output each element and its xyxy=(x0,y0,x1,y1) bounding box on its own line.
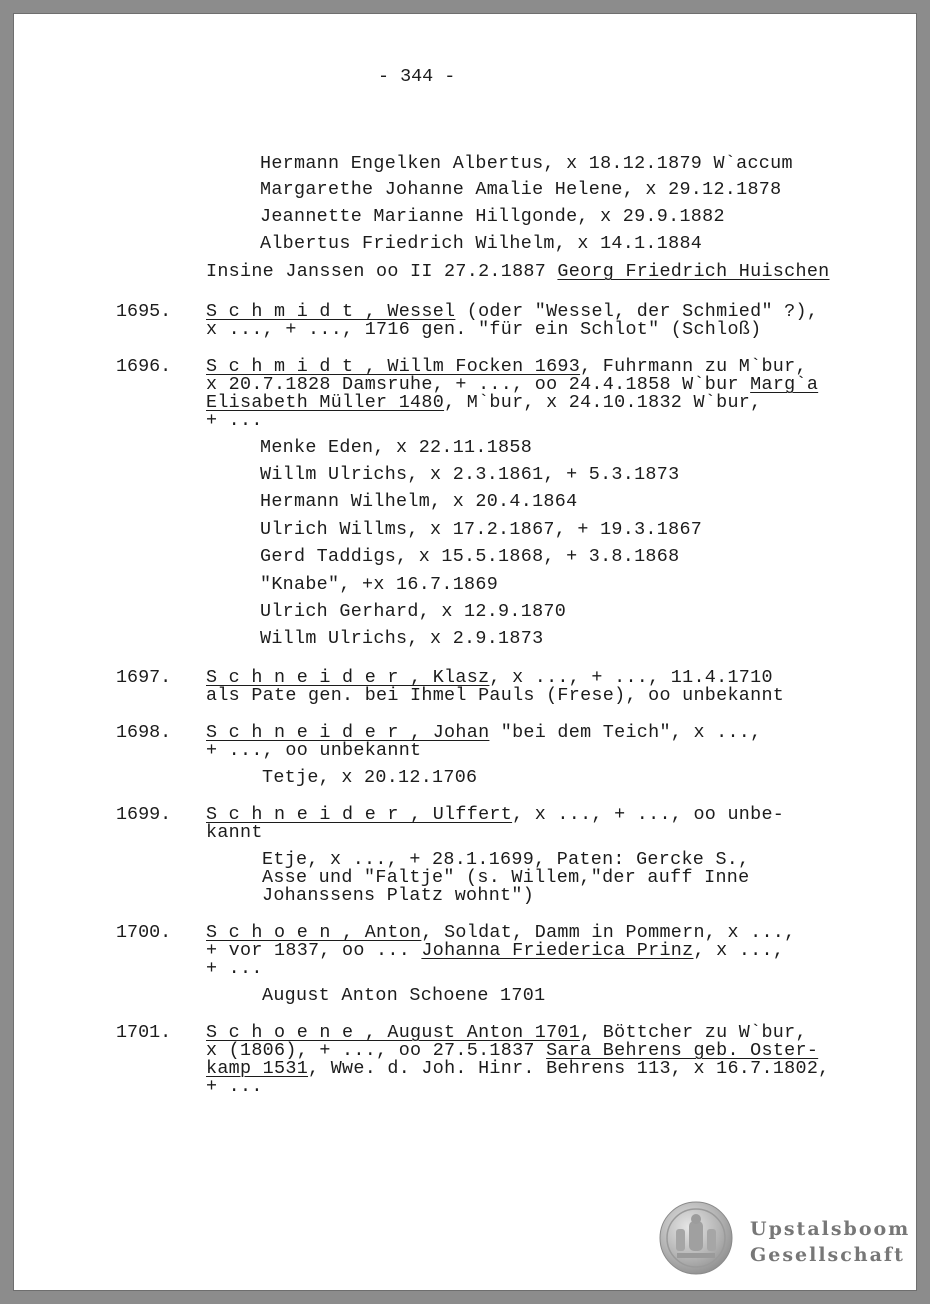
child-line: Menke Eden, x 22.11.1858 xyxy=(260,437,533,458)
seal-logo-icon xyxy=(659,1201,733,1275)
entry-number: 1698. xyxy=(116,722,172,743)
entry-line: x ..., + ..., 1716 gen. "für ein Schlot" (Schloß) xyxy=(206,319,762,340)
child-line: Jeannette Marianne Hillgonde, x 29.9.1882 xyxy=(260,206,725,227)
brand-name-line1: Upstalsboom xyxy=(750,1218,911,1240)
child-line: Asse und "Faltje" (s. Willem,"der auff Inne xyxy=(262,867,750,888)
entry-line: kamp 1531, Wwe. d. Joh. Hinr. Behrens 113, x 16.7.1802, xyxy=(206,1058,830,1079)
child-line: Ulrich Gerhard, x 12.9.1870 xyxy=(260,601,567,622)
entry-number: 1695. xyxy=(116,301,172,322)
entry-line: S c h o e n , Anton, Soldat, Damm in Pommern, x ..., xyxy=(206,922,796,943)
entry-line: + ... xyxy=(206,958,263,979)
entry-surname: S c h m i d t , Wessel xyxy=(206,301,456,322)
entry-number: 1696. xyxy=(116,356,172,377)
child-line: Margarethe Johanne Amalie Helene, x 29.12.1878 xyxy=(260,179,782,200)
spouse-name: Elisabeth Müller 1480 xyxy=(206,392,445,413)
entry-line: x (1806), + ..., oo 27.5.1837 Sara Behrens geb. Oster- xyxy=(206,1040,819,1061)
entry-line: Elisabeth Müller 1480, M`bur, x 24.10.1832 W`bur, xyxy=(206,392,762,413)
entry-number: 1697. xyxy=(116,667,172,688)
child-line: "Knabe", +x 16.7.1869 xyxy=(260,574,499,595)
child-line: Etje, x ..., + 28.1.1699, Paten: Gercke S., xyxy=(262,849,750,870)
entry-surname: S c h n e i d e r , Johan xyxy=(206,722,490,743)
child-line: Ulrich Willms, x 17.2.1867, + 19.3.1867 xyxy=(260,519,703,540)
spouse-name: Georg Friedrich Huischen xyxy=(557,261,830,282)
entry-surname: S c h m i d t , Willm Focken 1693 xyxy=(206,356,581,377)
entry-line: + ... xyxy=(206,410,263,431)
entry-line: + vor 1837, oo ... Johanna Friederica Prinz, x ..., xyxy=(206,940,785,961)
entry-line: kannt xyxy=(206,822,263,843)
entry-line: S c h n e i d e r , Johan "bei dem Teich", x ..., xyxy=(206,722,762,743)
entry-line: S c h o e n e , August Anton 1701, Böttcher zu W`bur, xyxy=(206,1022,807,1043)
child-line: Gerd Taddigs, x 15.5.1868, + 3.8.1868 xyxy=(260,546,680,567)
spouse-name: Marg`a xyxy=(750,374,819,395)
entry-line: Insine Janssen oo II 27.2.1887 Georg Friedrich Huischen xyxy=(206,261,830,282)
entry-line: + ..., oo unbekannt xyxy=(206,740,422,761)
child-line: Willm Ulrichs, x 2.9.1873 xyxy=(260,628,544,649)
child-line: Willm Ulrichs, x 2.3.1861, + 5.3.1873 xyxy=(260,464,680,485)
entry-line: als Pate gen. bei Ihmel Pauls (Frese), oo unbekannt xyxy=(206,685,785,706)
child-line: Hermann Wilhelm, x 20.4.1864 xyxy=(260,491,578,512)
spouse-name: kamp 1531 xyxy=(206,1058,309,1079)
entry-line: S c h m i d t , Willm Focken 1693, Fuhrmann zu M`bur, xyxy=(206,356,807,377)
child-line: Hermann Engelken Albertus, x 18.12.1879 W`accum xyxy=(260,153,793,174)
entry-line: x 20.7.1828 Damsruhe, + ..., oo 24.4.1858 W`bur Marg`a xyxy=(206,374,819,395)
entry-surname: S c h o e n e , August Anton 1701 xyxy=(206,1022,581,1043)
child-line: Albertus Friedrich Wilhelm, x 14.1.1884 xyxy=(260,233,703,254)
entry-surname: S c h n e i d e r , Ulffert xyxy=(206,804,513,825)
spouse-name: Sara Behrens geb. Oster- xyxy=(546,1040,819,1061)
entry-number: 1700. xyxy=(116,922,172,943)
entry-line: + ... xyxy=(206,1076,263,1097)
entry-surname: S c h n e i d e r , Klasz xyxy=(206,667,490,688)
entry-surname: S c h o e n , Anton xyxy=(206,922,422,943)
spouse-name: Johanna Friederica Prinz xyxy=(421,940,694,961)
entry-line: S c h m i d t , Wessel (oder "Wessel, der Schmied" ?), xyxy=(206,301,819,322)
entry-line: S c h n e i d e r , Klasz, x ..., + ..., 11.4.1710 xyxy=(206,667,773,688)
document-page xyxy=(14,14,916,1290)
entry-line: S c h n e i d e r , Ulffert, x ..., + ..., oo unbe- xyxy=(206,804,785,825)
brand-name-line2: Gesellschaft xyxy=(750,1244,905,1266)
entry-number: 1699. xyxy=(116,804,172,825)
child-line: August Anton Schoene 1701 xyxy=(262,985,546,1006)
child-line: Johanssens Platz wohnt") xyxy=(262,885,535,906)
child-line: Tetje, x 20.12.1706 xyxy=(262,767,478,788)
page-number: - 344 - xyxy=(378,66,456,87)
entry-number: 1701. xyxy=(116,1022,172,1043)
